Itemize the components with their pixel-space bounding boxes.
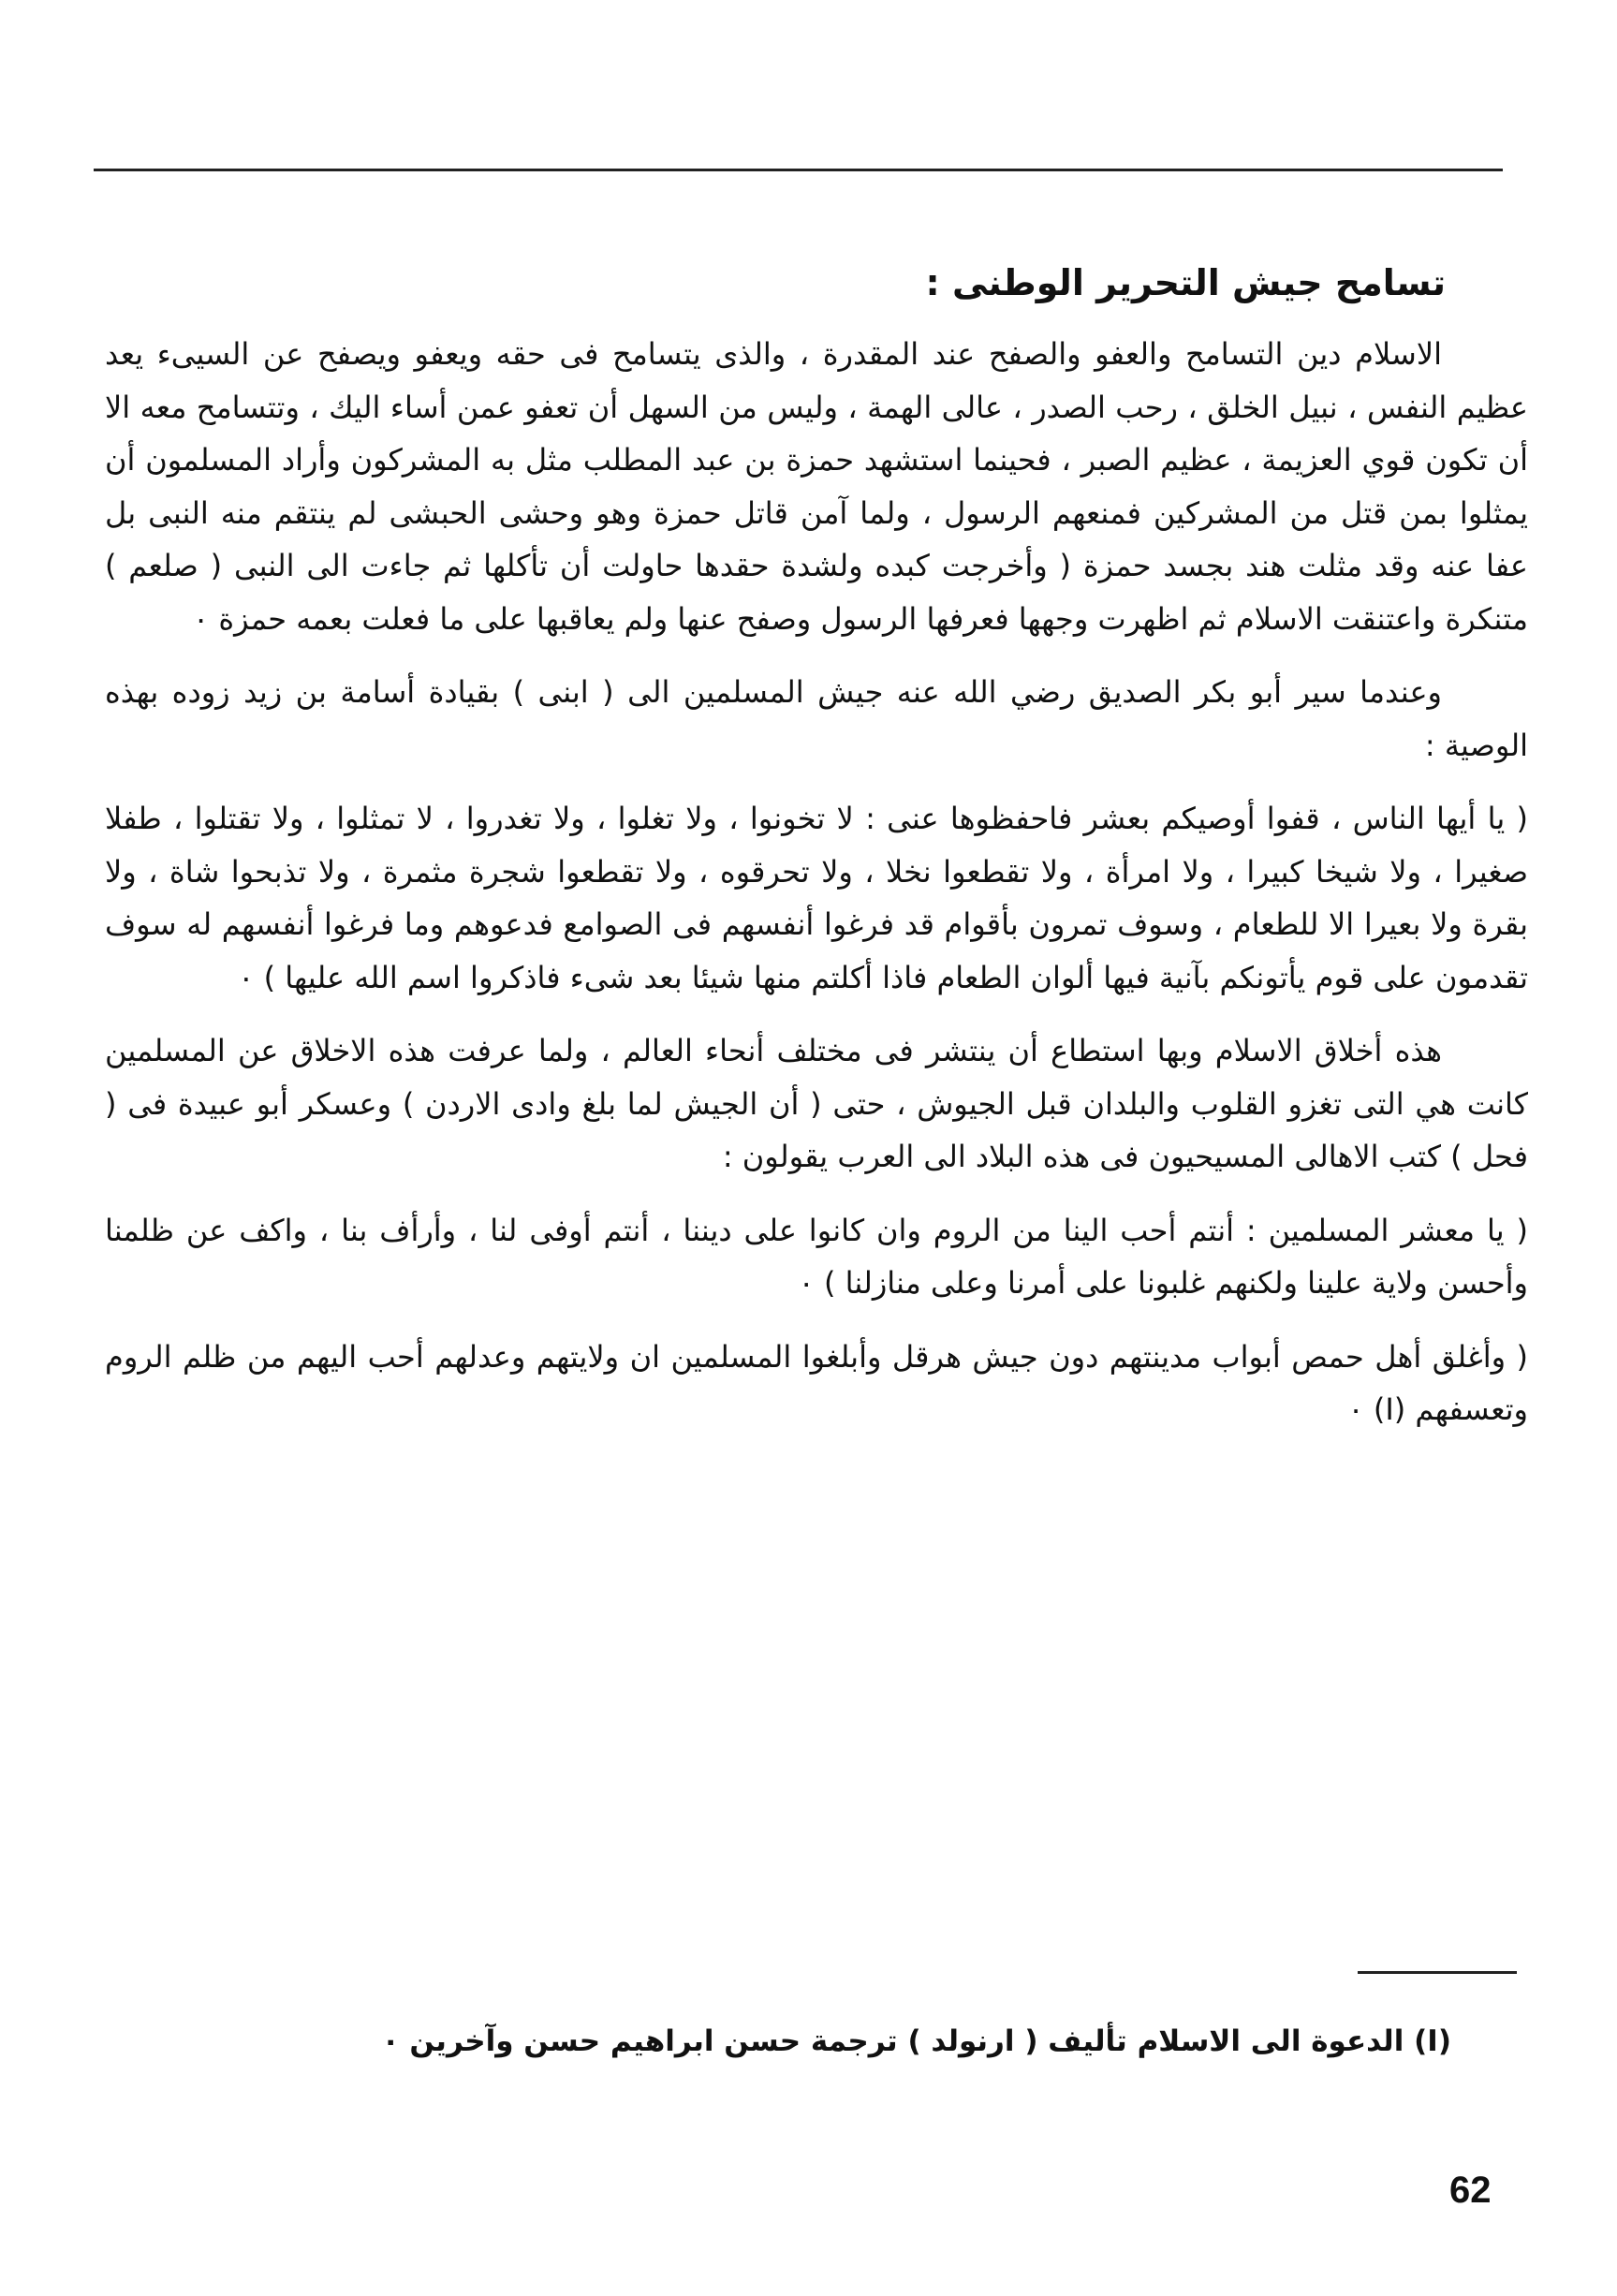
paragraph-homs: ( وأغلق أهل حمص أبواب مدينتهم دون جيش هرقل وأبلغوا المسلمين ان ولايتهم وعدلهم أحب اليهم من ظلم الروم وتعسفهم (I) ٠: [105, 1338, 1528, 1427]
footnote: (I) الدعوة الى الاسلام تأليف ( ارنولد ) ترجمة حسن ابراهيم حسن وآخرين ٠: [381, 2024, 1451, 2058]
paragraph-commandments-quote: ( يا أيها الناس ، قفوا أوصيكم بعشر فاحفظوها عنى : لا تخونوا ، ولا تغلوا ، ولا تغدروا ، لا تمثلوا ، ولا تقتلوا ، طفلا صغيرا ، ولا شيخا كبيرا ، ولا امرأة ، ولا تقطعوا نخلا ، ولا تحرقوه ، ولا تقطعوا شجرة مثمرة ، ولا تذبحوا شاة ، ولا بقرة ولا بعيرا الا للطعام ، وسوف تمرون بأقوام قد فرغوا أنفسهم فى الصوامع فدعوهم وما فرغوا أنفسهم له سوف تقدمون على قوم يأتونكم بآنية فيها ألوان الطعام فاذا أكلتم منها شيئا بعد شىء فاذكروا اسم الله عليها ) ٠: [105, 801, 1528, 995]
top-rule: [94, 169, 1503, 171]
paragraph-islamic-ethics: هذه أخلاق الاسلام وبها استطاع أن ينتشر فى مختلف أنحاء العالم ، ولما عرفت هذه الاخلاق عن المسلمين كانت هي التى تغزو القلوب والبلدان قبل الجيوش ، حتى ( أن الجيش لما بلغ وادى الاردن ) وعسكر أبو عبيدة فى ( فحل ) كتب الاهالى المسيحيون فى هذه البلاد الى العرب يقولون :: [105, 1033, 1528, 1174]
page-body: [105, 245, 1528, 1457]
section-heading: تسامح جيش التحرير الوطنى :: [925, 262, 1446, 303]
page-number: 62: [1449, 2170, 1492, 2211]
footnote-rule: [1358, 1971, 1517, 1974]
paragraph-christians-quote: ( يا معشر المسلمين : أنتم أحب الينا من الروم وان كانوا على ديننا ، أنتم أوفى لنا ، وأرأف بنا ، واكف عن ظلمنا وأحسن ولاية علينا ولكنهم غلبونا على أمرنا وعلى منازلنا ) ٠: [105, 1212, 1528, 1301]
paragraph-tolerance: الاسلام دين التسامح والعفو والصفح عند المقدرة ، والذى يتسامح فى حقه ويعفو ويصفح عن السيىء يعد عظيم النفس ، نبيل الخلق ، رحب الصدر ، عالى الهمة ، وليس من السهل أن تعفو عمن أساء اليك ، وتتسامح معه الا أن تكون قوي العزيمة ، عظيم الصبر ، فحينما استشهد حمزة بن عبد المطلب مثل به المشركون وأراد المسلمون أن يمثلوا بمن قتل من المشركين فمنعهم الرسول ، ولما آمن قاتل حمزة وهو وحشى الحبشى لم ينتقم منه النبى بل عفا عنه وقد مثلت هند بجسد حمزة ( وأخرجت كبده ولشدة حقدها حاولت أن تأكلها ثم جاءت الى النبى ( صلعم ) متنكرة واعتنقت الاسلام ثم اظهرت وجهها فعرفها الرسول وصفح عنها ولم يعاقبها على ما فعلت بعمه حمزة ٠: [105, 336, 1528, 637]
paragraph-abu-bakr: وعندما سير أبو بكر الصديق رضي الله عنه جيش المسلمين الى ( ابنى ) بقيادة أسامة بن زيد زوده بهذه الوصية :: [105, 674, 1528, 763]
